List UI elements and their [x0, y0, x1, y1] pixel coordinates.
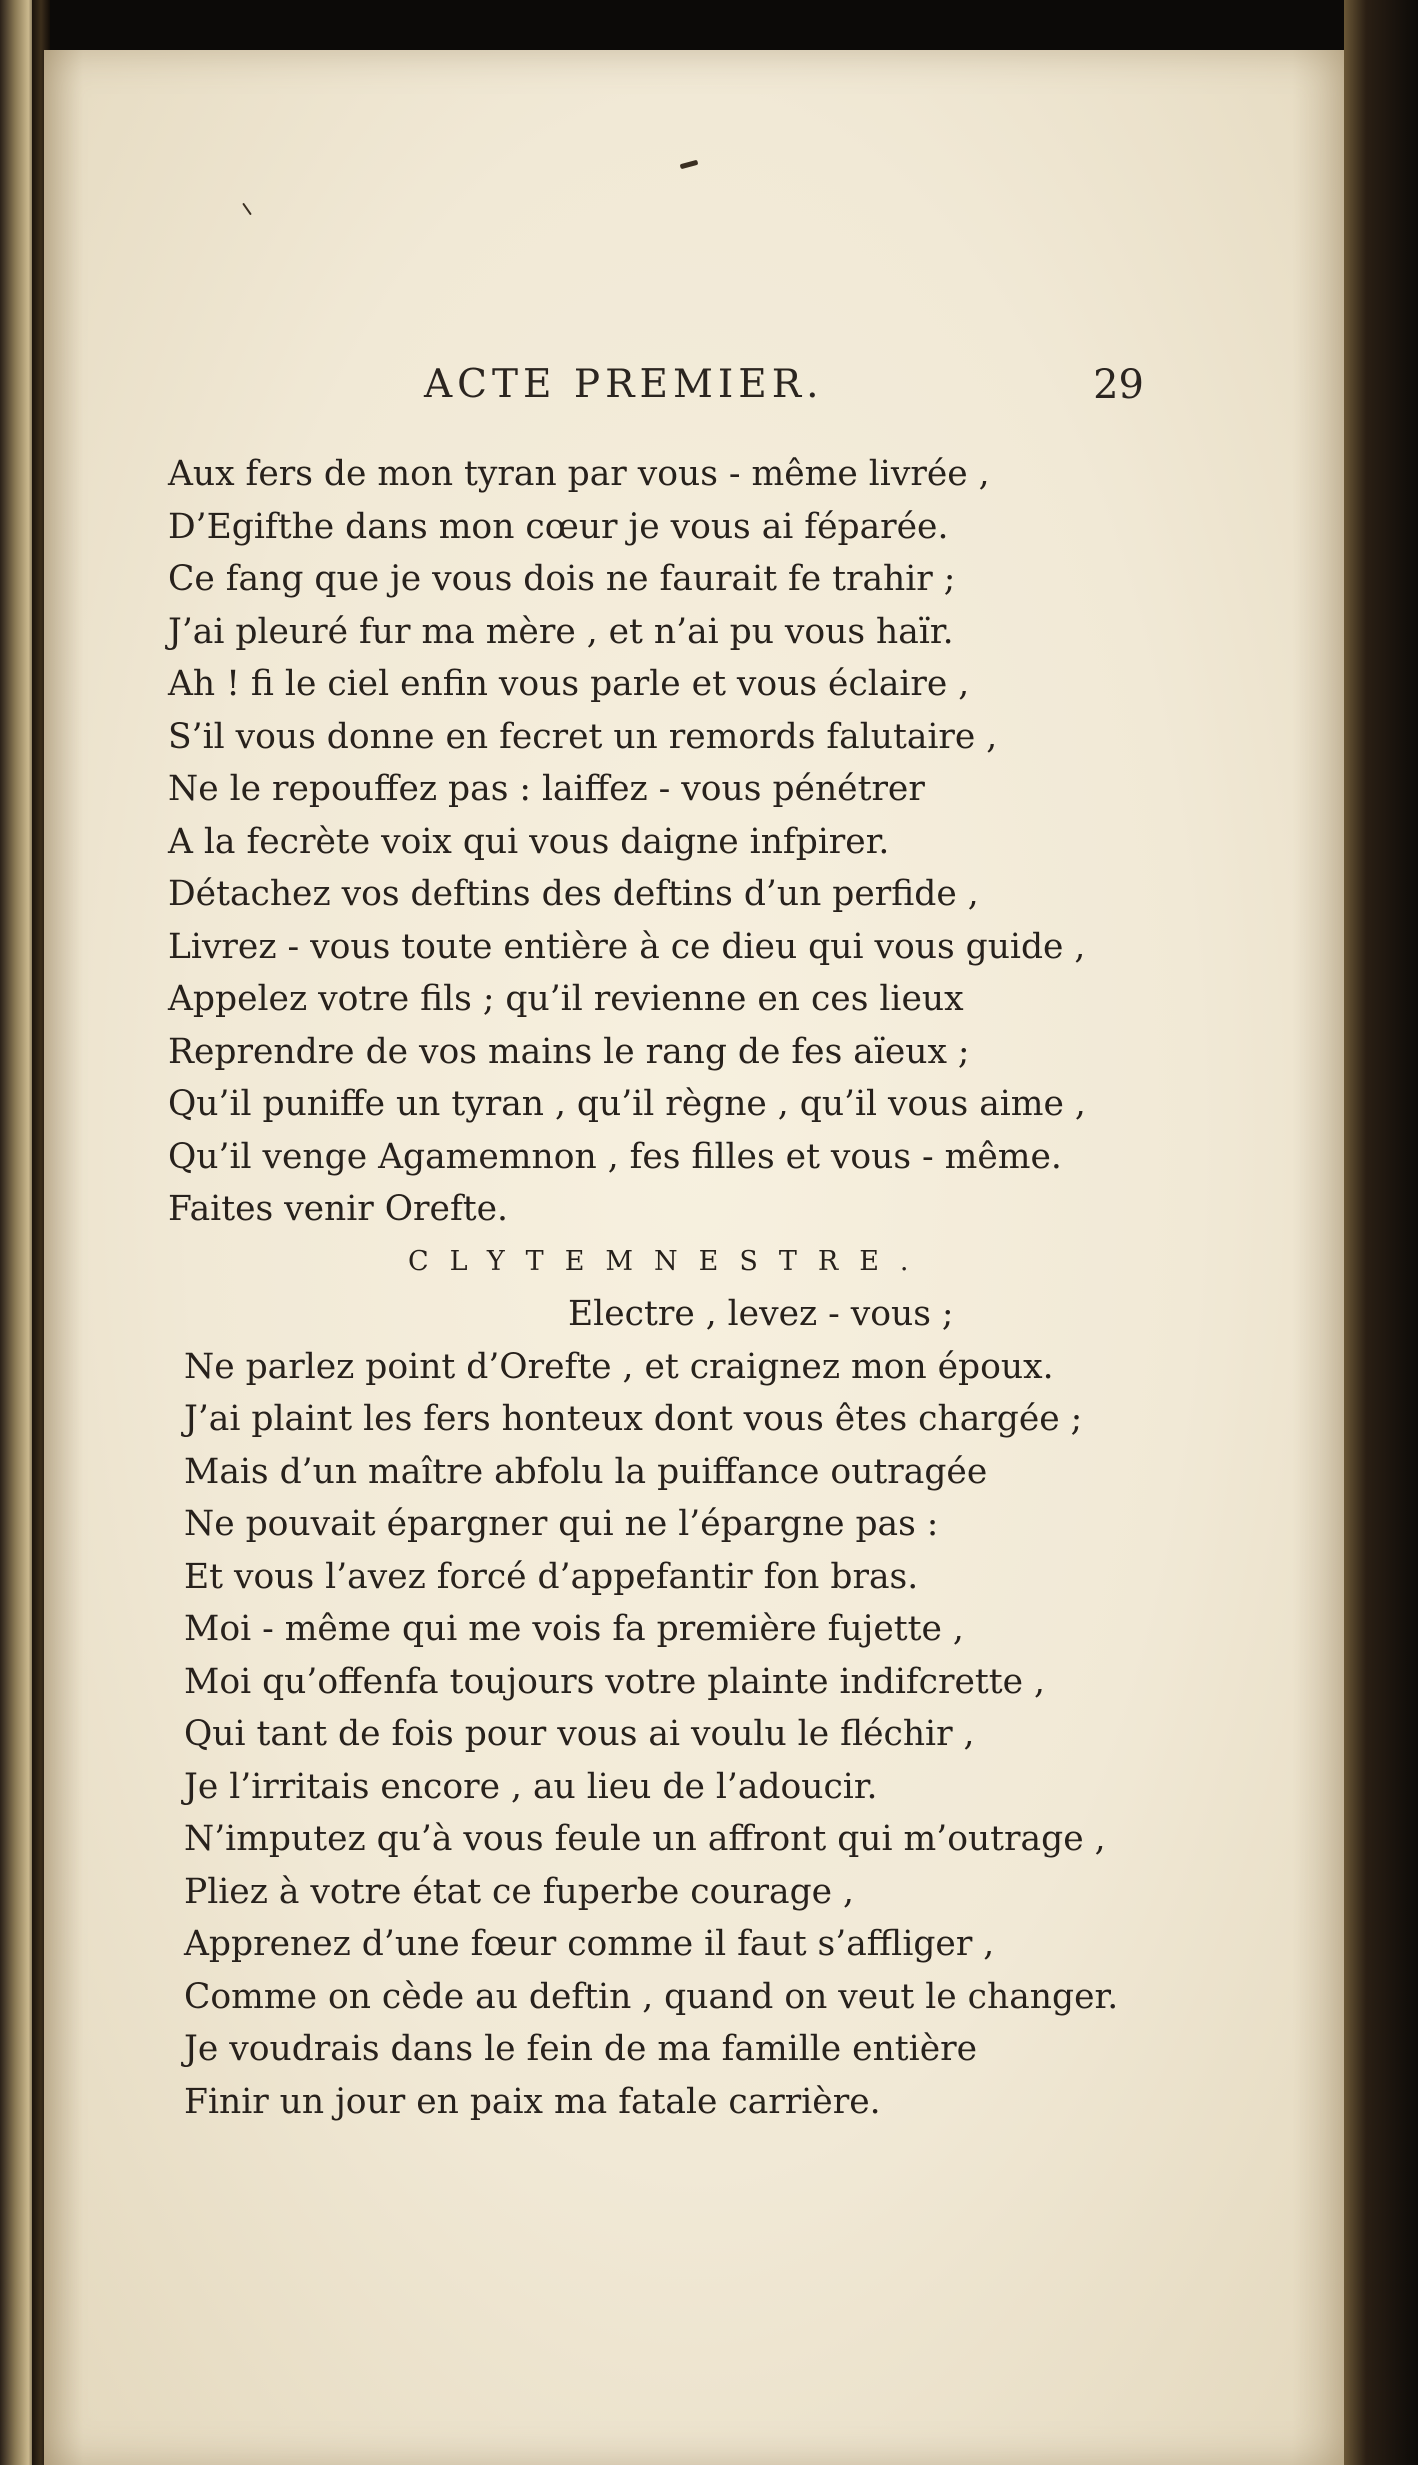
verse-line: J’ai pleuré fur ma mère , et n’ai pu vous haïr. [168, 611, 954, 652]
verse-line: Qui tant de fois pour vous ai voulu le fléchir , [184, 1714, 975, 1754]
book-page [44, 50, 1344, 2465]
verse-line: Je voudrais dans le fein de ma famille entière [184, 2029, 978, 2069]
verse-line: Qu’il puniffe un tyran , qu’il règne , qu’il vous aime , [168, 1084, 1086, 1124]
ink-speck [242, 203, 252, 216]
verse-line: Pliez à votre état ce fuperbe courage , [184, 1871, 855, 1912]
page-fore-edge-shadow [1344, 0, 1418, 2465]
verse-line: Qu’il venge Agamemnon , fes filles et vous - même. [168, 1136, 1062, 1177]
page-number: 29 [1093, 362, 1144, 408]
verse-line: Ce fang que je vous dois ne faurait fe trahir ; [168, 559, 956, 599]
running-head: ACTE PREMIER. [424, 362, 824, 407]
verse-line: A la fecrète voix qui vous daigne infpirer. [168, 821, 890, 862]
verse-line: Ne pouvait épargner qui ne l’épargne pas : [184, 1504, 939, 1544]
verse-line: Appelez votre fils ; qu’il revienne en ces lieux [168, 979, 964, 1019]
verse-line: J’ai plaint les fers honteux dont vous êtes chargée ; [184, 1399, 1083, 1439]
verse-line: Livrez - vous toute entière à ce dieu qui vous guide , [168, 926, 1086, 967]
verse-line: Moi qu’offenfa toujours votre plainte indifcrette , [184, 1661, 1045, 1702]
verse-line: Ne parlez point d’Orefte , et craignez mon époux. [184, 1346, 1054, 1387]
verse-line: Moi - même qui me vois fa première fujette , [184, 1609, 964, 1649]
verse-line: S’il vous donne en fecret un remords falutaire , [168, 716, 998, 757]
verse-line: Apprenez d’une fœur comme il faut s’affliger , [184, 1924, 995, 1964]
speech-opening-line: Electre , levez - vous ; [568, 1294, 954, 1334]
verse-line: Détachez vos deftins des deftins d’un perfide , [168, 874, 979, 914]
verse-line: Mais d’un maître abfolu la puiffance outragée [184, 1451, 988, 1492]
verse-line: Faites venir Orefte. [168, 1189, 508, 1229]
verse-line: Et vous l’avez forcé d’appefantir fon bras. [184, 1556, 919, 1597]
verse-line: D’Egifthe dans mon cœur je vous ai féparée. [168, 506, 949, 547]
verse-line: Ne le repouffez pas : laiffez - vous pénétrer [168, 769, 925, 809]
ink-speck [680, 160, 699, 169]
verse-line: Comme on cède au deftin , quand on veut le changer. [184, 1976, 1119, 2017]
verse-line: Reprendre de vos mains le rang de fes aïeux ; [168, 1031, 970, 1072]
verse-line: N’imputez qu’à vous feule un affront qui m’outrage , [184, 1819, 1106, 1859]
verse-line: Ah ! fi le ciel enfin vous parle et vous éclaire , [168, 664, 970, 704]
speaker-name: CLYTEMNESTRE. [408, 1245, 930, 1277]
verse-text [168, 448, 1178, 2128]
verse-line: Finir un jour en paix ma fatale carrière. [184, 2081, 881, 2122]
verse-line: Aux fers de mon tyran par vous - même livrée , [168, 454, 990, 494]
verse-line: Je l’irritais encore , au lieu de l’adoucir. [184, 1766, 878, 1807]
page-header [424, 362, 1144, 422]
